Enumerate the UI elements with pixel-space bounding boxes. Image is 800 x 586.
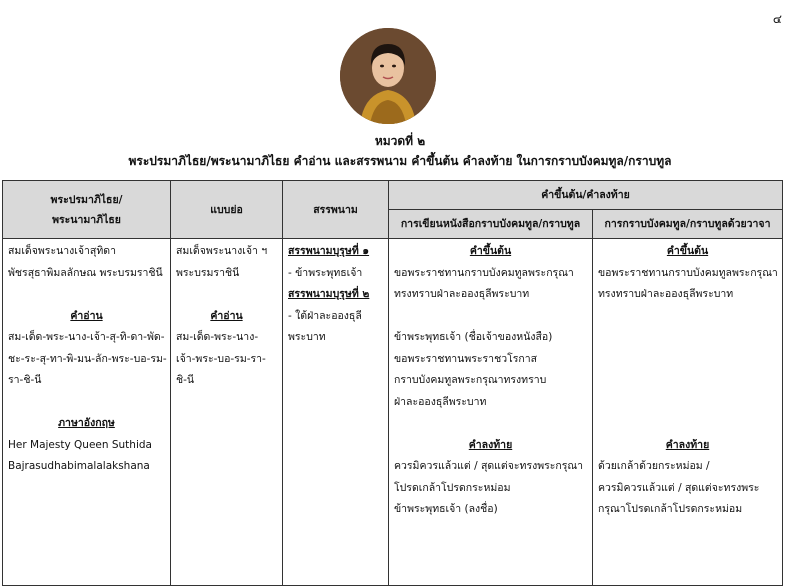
portrait-illustration [340,28,436,124]
short-reading-line2: เจ้า-พระ-บอ-รม-รา- [176,352,266,365]
section-title: หมวดที่ ๒ [374,134,426,148]
second-person-label: สรรพนามบุรุษที่ ๒ [288,288,370,300]
header-opening-closing: คำขึ้นต้น/คำลงท้าย [389,181,783,210]
reading-line2: ชะ-ระ-สุ-ทา-พิ-มน-ลัก-พระ-บอ-รม- [8,352,167,365]
section-subtitle: พระปรมาภิไธย/พระนามาภิไธย คำอ่าน และสรรพนาม คำขึ้นต้น คำลงท้าย ในการกราบบังคมทูล/กราบทูล [128,154,672,168]
header-pronoun: สรรพนาม [283,181,389,239]
short-reading-line3: ชิ-นี [176,374,195,386]
header-royal-name-line1: พระปรมาภิไธย/ [50,193,123,206]
cell-short-form [171,239,283,586]
cell-spoken-address [593,239,783,586]
written-opening-label: คำขึ้นต้น [469,245,512,257]
spoken-opening-label: คำขึ้นต้น [666,245,709,257]
spoken-closing-line2: ควรมิควรแล้วแต่ / สุดแต่จะทรงพระ [598,481,760,494]
spoken-closing-line3: กรุณาโปรดเกล้าโปรดกระหม่อม [598,503,743,515]
portrait-photo [340,28,436,124]
header-spoken-address: การกราบบังคมทูล/กราบทูลด้วยวาจา [593,210,783,239]
first-person-value: - ข้าพระพุทธเจ้า [288,266,363,279]
short-form-line1: สมเด็จพระนางเจ้า ฯ [176,245,268,257]
cell-royal-name [3,239,171,586]
table-row [3,239,783,586]
royal-address-table [2,180,783,586]
spoken-opening-line1: ขอพระราชทานกราบบังคมทูลพระกรุณา [598,266,778,279]
short-reading-label: คำอ่าน [210,309,243,322]
reading-line3: รา-ชิ-นี [8,374,42,386]
written-body-line4: ฝ่าละอองธุลีพระบาท [394,395,487,408]
spoken-closing-label: คำลงท้าย [665,438,710,451]
header-royal-name [3,181,171,239]
english-name-line2: Bajrasudhabimalalakshana [8,460,150,472]
table-header-row [3,181,783,210]
written-opening-line2: ทรงทราบฝ่าละอองธุลีพระบาท [394,288,530,300]
header-written-address: การเขียนหนังสือกราบบังคมทูล/กราบทูล [389,210,593,239]
short-form-line2: พระบรมราชินี [176,266,240,279]
first-person-label: สรรพนามบุรุษที่ ๑ [288,245,370,257]
written-closing-line2: โปรดเกล้าโปรดกระหม่อม [394,481,511,494]
reading-line1: สม-เด็ด-พระ-นาง-เจ้า-สุ-ทิ-ดา-พัด- [8,331,165,343]
english-name-line1: Her Majesty Queen Suthida [8,438,152,451]
header-short-form: แบบย่อ [171,181,283,239]
cell-written-address [389,239,593,586]
short-reading-line1: สม-เด็ด-พระ-นาง- [176,331,259,343]
royal-name-line2: พัชรสุธาพิมลลักษณ พระบรมราชินี [8,266,163,279]
reading-label: คำอ่าน [70,309,103,322]
cell-pronoun [283,239,389,586]
written-closing-label: คำลงท้าย [468,438,513,451]
header-royal-name-line2: พระนามาภิไธย [52,213,121,226]
second-person-value2: พระบาท [288,331,326,343]
page-number: ๔ [772,12,782,26]
written-closing-line3: ข้าพระพุทธเจ้า (ลงชื่อ) [394,503,498,515]
written-body-line1: ข้าพระพุทธเจ้า (ชื่อเจ้าของหนังสือ) [394,331,553,343]
written-body-line2: ขอพระราชทานพระราชวโรกาส [394,352,538,365]
royal-name-line1: สมเด็จพระนางเจ้าสุทิดา [8,245,116,257]
written-opening-line1: ขอพระราชทานกราบบังคมทูลพระกรุณา [394,266,574,279]
spoken-opening-line2: ทรงทราบฝ่าละอองธุลีพระบาท [598,288,734,300]
written-body-line3: กราบบังคมทูลพระกรุณาทรงทราบ [394,374,547,386]
spoken-closing-line1: ด้วยเกล้าด้วยกระหม่อม / [598,460,710,472]
english-label: ภาษาอังกฤษ [58,417,115,429]
written-closing-line1: ควรมิควรแล้วแต่ / สุดแต่จะทรงพระกรุณา [394,460,584,472]
second-person-value1: - ใต้ฝ่าละอองธุลี [288,309,362,322]
